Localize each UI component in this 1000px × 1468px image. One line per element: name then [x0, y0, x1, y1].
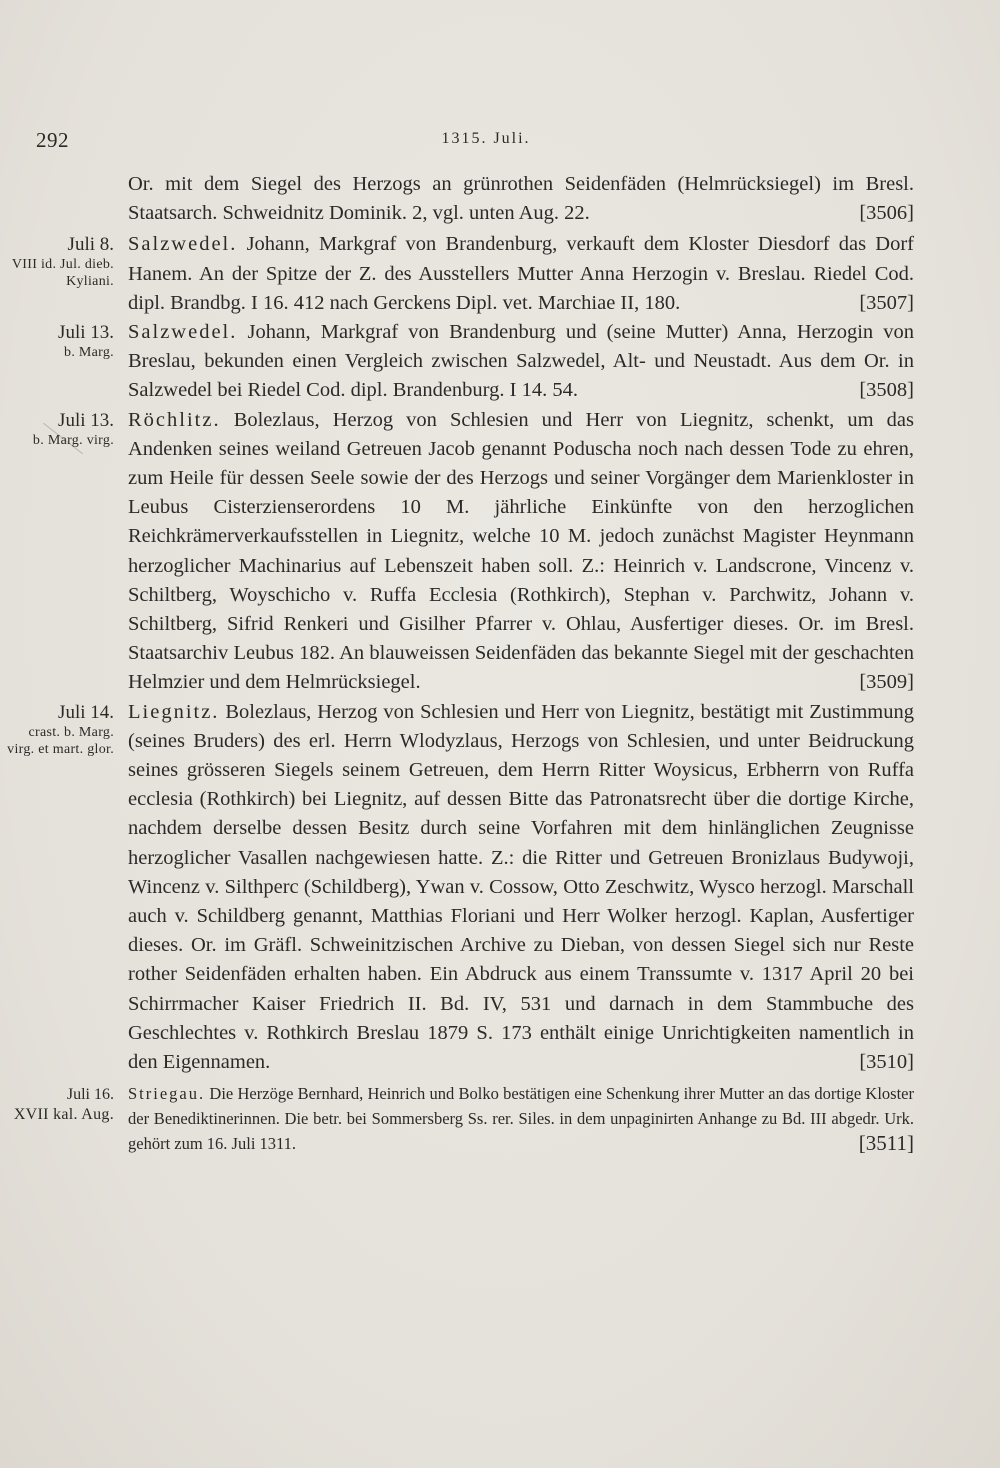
entry-reference-number: [3507]: [859, 291, 914, 314]
entry-date: [0, 1081, 128, 1125]
entry-3511: [0, 1081, 1000, 1156]
entry-place: Salzwedel.: [128, 233, 238, 256]
entry-date-sub: XVII kal. Aug.: [13, 1106, 114, 1124]
entry-body: Johann, Markgraf von Brandenburg, verkauft dem Kloster Diesdorf das Dorf Hanem. An der Spitze der Z. des Ausstellers Mutter Anna Herzogin v. Breslau. Riedel Cod. dipl. Brandbg. I 16. 412 nach Gerckens Dipl. vet. Marchiae II, 180.: [128, 233, 915, 314]
entry-text: [128, 406, 914, 698]
entry-body: Or. mit dem Siegel des Herzogs an grünrothen Seidenfäden (Helmrücksiegel) im Bresl. Staatsarch. Schweidnitz Dominik. 2, vgl. unten Aug. 22.: [128, 173, 914, 225]
entry-date-main: Juli 8.: [67, 234, 114, 256]
entry-3507: [0, 230, 1000, 318]
entry-text: [128, 170, 914, 230]
entry-text: [128, 318, 914, 406]
entry-place: Liegnitz.: [128, 700, 220, 723]
entry-date-sub: b. Marg. virg.: [32, 432, 114, 448]
page-number: 292: [36, 128, 69, 152]
entry-3508: [0, 318, 1000, 406]
entry-place: Striegau.: [128, 1084, 206, 1104]
page-header: [36, 128, 936, 158]
entry-date: [0, 230, 128, 290]
entry-date: [0, 318, 128, 361]
entry-3509: [0, 406, 1000, 698]
entry-reference-number: [3509]: [859, 671, 914, 694]
entry-place: Salzwedel.: [128, 321, 238, 344]
entry-date-sub: crast. b. Marg. virg. et mart. glor.: [7, 724, 114, 757]
entry-text: [128, 1081, 914, 1156]
entry-reference-number: [3506]: [859, 202, 914, 225]
entry-date-sub: b. Marg.: [64, 345, 114, 361]
entry-date: [0, 698, 128, 758]
entry-reference-number: [3511]: [858, 1131, 914, 1156]
entry-place: Röchlitz.: [128, 408, 221, 431]
entry-date-sub: VIII id. Jul. dieb. Kyliani.: [11, 257, 114, 290]
entry-body: Johann, Markgraf von Brandenburg und (seine Mutter) Anna, Herzogin von Breslau, bekunden einen Vergleich zwischen Salzwedel, Alt- und Neustadt. Aus dem Or. in Salzwedel bei Riedel Cod. dipl. Brandenburg. I 14. 54.: [128, 321, 914, 402]
entry-body: Bolezlaus, Herzog von Schlesien und Herr von Liegnitz, schenkt, um das Andenken seines weiland Getreuen Jacob genannt Poduscha noch nach dessen Tode zu ehren, zum Heile für dessen Seele sowie der des Herzogs und seiner Vorgänger dem Marienkloster in Leubus Cisterzienserordens 10 M. jährliche Einkünfte von den herzoglichen Reichkrämerverkaufsstellen in Liegnitz, welche 10 M. jedoch zunächst Magister Heynmann herzoglicher Machinarius auf Lebenszeit haben soll. Z.: Heinrich v. Landscrone, Vincenz v. Schiltberg, Woyschicho v. Ruffa Ecclesia (Rothkirch), Stephan v. Parchwitz, Johann v. Schiltberg, Sifrid Renkeri und Gisilher Pfarrer v. Ohlau, Ausfertiger dieses. Or. im Bresl. Staatsarchiv Leubus 182. An blauweissen Seidenfäden das bekannte Siegel mit der geschachten Helmzier und dem Helmrücksiegel.: [128, 408, 914, 694]
entry-date: [0, 406, 128, 449]
entry-body: Die Herzöge Bernhard, Heinrich und Bolko bestätigen eine Schenkung ihrer Mutter an das dortige Kloster der Benediktinerinnen. Die betr. bei Sommersberg Ss. rer. Siles. in dem unpaginirten Anhange zu Bd. III abgedr. Urk. gehört zum 16. Juli 1311.: [128, 1084, 914, 1154]
entry-3506: [0, 170, 1000, 230]
entry-text: [128, 698, 914, 1078]
entry-body: Bolezlaus, Herzog von Schlesien und Herr von Liegnitz, bestätigt mit Zustimmung (seines Bruders) des erl. Herrn Wlodyzlaus, Herzogs von Schlesien, und unter Beidruckung seines grösseren Siegels seinem Getreuen, dem Herrn Ritter Woysicus, Erbherrn von Ruffa ecclesia (Rothkirch) bei Liegnitz, auf dessen Bitte das Patronatsrecht über die dortige Kirche, nachdem derselbe dessen Besitz durch seine Vorfahren mit dem hinlänglichen Zeugnisse herzoglicher Vasallen nachgewiesen hatte. Z.: die Ritter und Getreuen Bronizlaus Budywoji, Wincenz v. Silthperc (Schildberg), Ywan v. Cossow, Otto Zeschwitz, Wysco herzogl. Marschall auch v. Schildberg genannt, Matthias Floriani und Herr Wolker herzogl. Kaplan, Ausfertiger dieses. Or. im Gräfl. Schweinitzischen Archive zu Dieban, von dessen Siegel sich nur Reste rother Seidenfäden erhalten haben. Ein Abdruck aus einem Transsumte v. 1317 April 20 bei Schirrmacher Kaiser Friedrich II. Bd. IV, 531 und darnach in dem Stammbuche des Geschlechtes v. Rothkirch Breslau 1879 S. 173 enthält einige Unrichtigkeiten namentlich in den Eigennamen.: [128, 700, 914, 1074]
regesta-entries: [0, 170, 1000, 1156]
entry-date-main: Juli 13.: [58, 322, 114, 344]
entry-reference-number: [3510]: [859, 1051, 914, 1074]
entry-date-main: Juli 14.: [58, 701, 114, 723]
entry-text: [128, 230, 914, 318]
entry-3510: [0, 698, 1000, 1078]
entry-date-main: Juli 13.: [58, 409, 114, 431]
running-head: 1315. Juli.: [441, 130, 531, 147]
entry-date-main: Juli 16.: [66, 1086, 114, 1104]
entry-date: [0, 170, 128, 174]
entry-reference-number: [3508]: [859, 379, 914, 402]
